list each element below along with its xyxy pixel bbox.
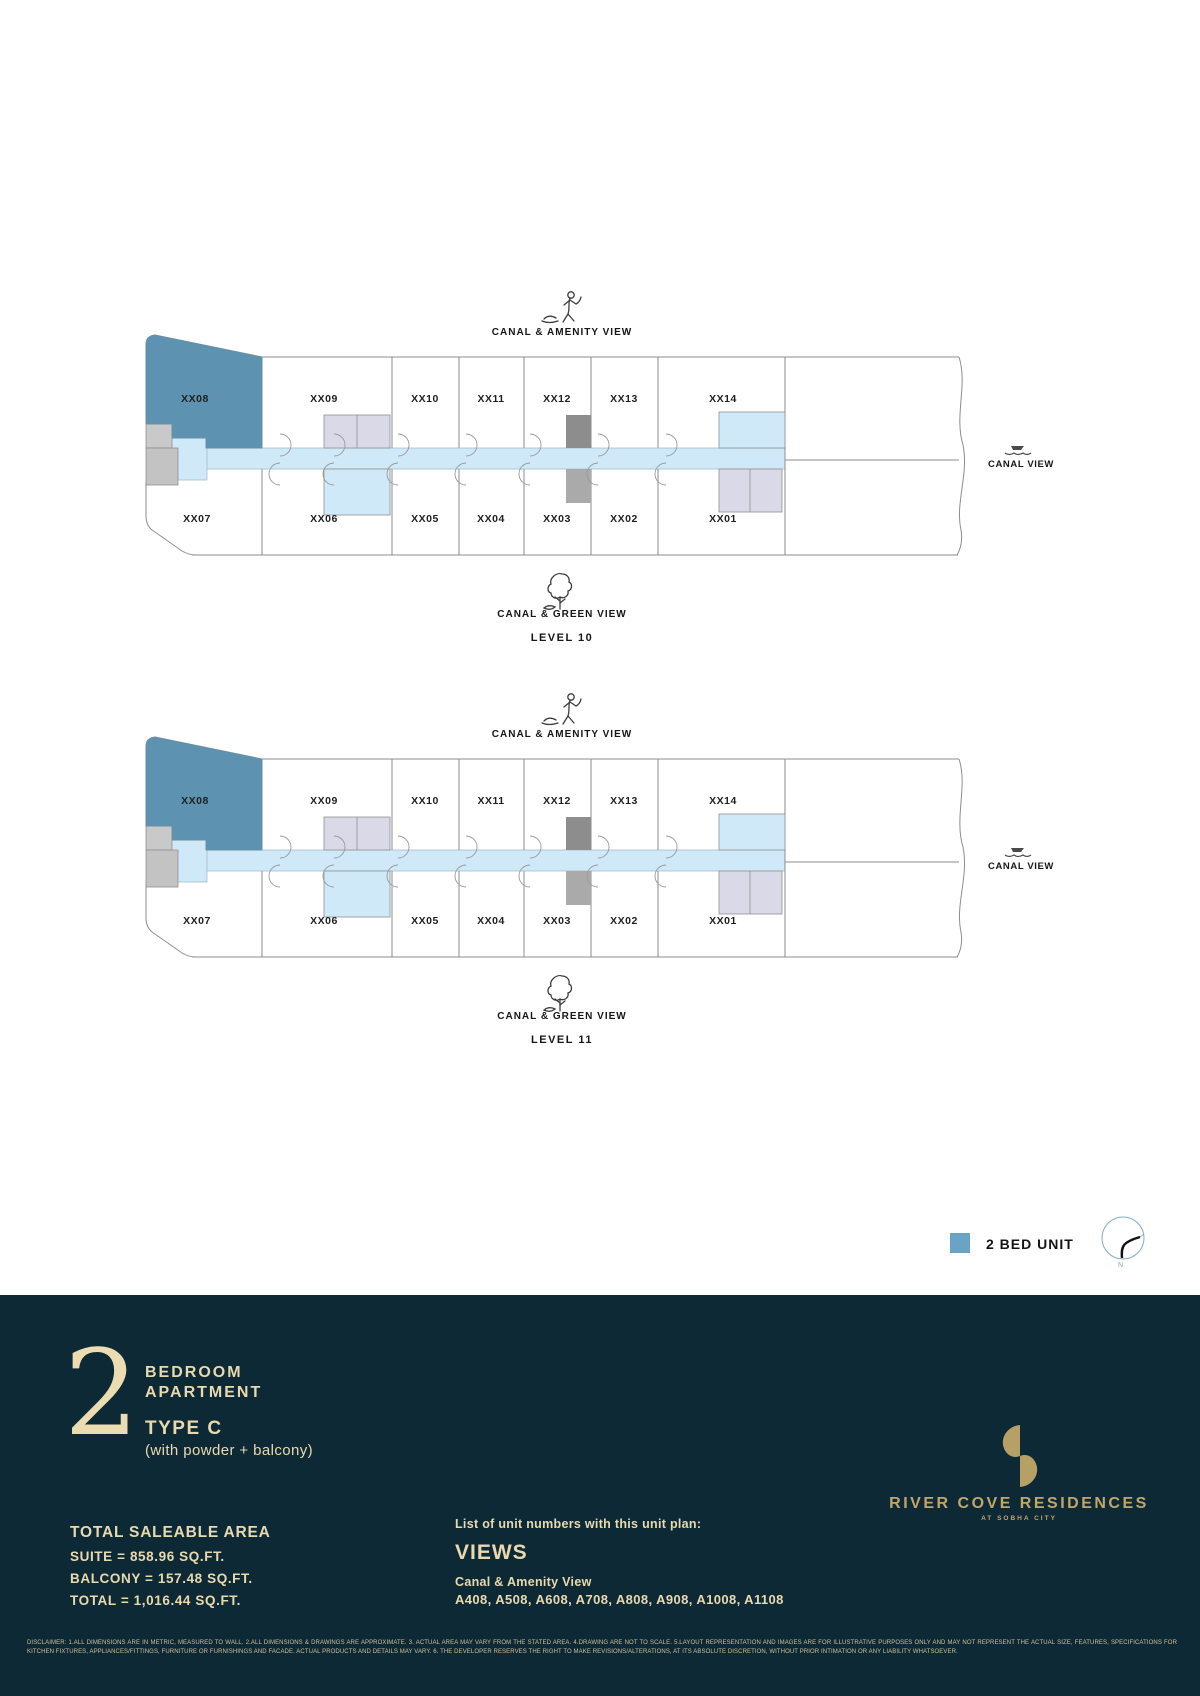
unit-label: XX09 <box>310 795 338 807</box>
suite-area: SUITE = 858.96 SQ.FT. <box>70 1549 225 1564</box>
views-title: VIEWS <box>455 1541 528 1564</box>
amenity-view-icon <box>538 288 586 331</box>
level-label: LEVEL 10 <box>530 632 594 644</box>
floor-plan-block-level-10 <box>0 278 1200 680</box>
unit-label: XX10 <box>411 393 439 405</box>
unit-label: XX07 <box>183 513 211 525</box>
legend-2bed-swatch <box>950 1233 970 1253</box>
unit-label: XX12 <box>543 393 571 405</box>
unit-label: XX02 <box>610 915 638 927</box>
unit-number-list: A408, A508, A608, A708, A808, A908, A1008, A1108 <box>455 1592 784 1607</box>
type-label: TYPE C <box>145 1418 223 1439</box>
unit-label: XX14 <box>709 795 737 807</box>
unit-label: XX10 <box>411 795 439 807</box>
floor-plan-level-10 <box>130 330 980 560</box>
compass-north-label: N <box>1118 1262 1124 1269</box>
unit-label: XX11 <box>477 393 505 405</box>
unit-label: XX03 <box>543 513 571 525</box>
unit-label: XX13 <box>610 393 638 405</box>
floor-plan-block-level-11 <box>0 680 1200 1082</box>
amenity-view-icon <box>538 690 586 733</box>
unit-label: XX02 <box>610 513 638 525</box>
unit-label: XX09 <box>310 393 338 405</box>
footer-panel <box>0 1295 1200 1696</box>
saleable-area-title: TOTAL SALEABLE AREA <box>70 1524 271 1541</box>
bedroom-apartment-label: BEDROOM APARTMENT <box>145 1364 263 1401</box>
unit-label: XX08 <box>181 393 209 405</box>
unit-label: XX05 <box>411 915 439 927</box>
green-view-label: CANAL & GREEN VIEW <box>497 1011 627 1022</box>
compass-icon <box>1096 1212 1150 1275</box>
unit-label: XX04 <box>477 513 505 525</box>
green-view-label: CANAL & GREEN VIEW <box>497 609 627 620</box>
unit-label: XX13 <box>610 795 638 807</box>
total-area: TOTAL = 1,016.44 SQ.FT. <box>70 1593 241 1608</box>
views-subtitle: Canal & Amenity View <box>455 1575 592 1589</box>
amenity-view-label: CANAL & AMENITY VIEW <box>491 729 633 740</box>
type-sub-label: (with powder + balcony) <box>145 1442 314 1459</box>
unit-list-intro: List of unit numbers with this unit plan: <box>455 1517 702 1531</box>
brand-logo-icon <box>997 1424 1043 1493</box>
unit-label: XX11 <box>477 795 505 807</box>
unit-label: XX05 <box>411 513 439 525</box>
canal-view-label: CANAL VIEW <box>988 861 1054 872</box>
disclaimer-text: DISCLAIMER: 1.ALL DIMENSIONS ARE IN METRIC, MEASURED TO WALL. 2.ALL DIMENSIONS & DRAWINGS ARE APPROXIMATE. 3. ACTUAL AREA MAY VARY FROM THE STATED AREA. 4.DRAWING ARE NOT TO SCALE. 5.LAYOUT REPRESENTATION AND IMAGES ARE FOR ILLUSTRATIVE PURPOSES ONLY AND MAY NOT REPRESENT THE ACTUAL SIZE, FEATURES, SPECIFICATIONS FOR KITCHEN FIXTURES, APPLIANCES/FITTINGS, FURNITURE OR FURNISHINGS AND FACADE. ACTUAL PRODUCTS AND DETAILS MAY VARY. 6. THE DEVELOPER RESERVES THE RIGHT TO MAKE REVISIONS/ALTERATIONS, AT ITS ABSOLUTE DISCRETION, WITHOUT PRIOR INTIMATION OR ANY LIABILITY WHATSOEVER. <box>27 1640 1177 1655</box>
unit-label: XX04 <box>477 915 505 927</box>
brand-tagline: AT SOBHA CITY <box>981 1515 1057 1522</box>
unit-label: XX14 <box>709 393 737 405</box>
bedroom-count: 2 <box>64 1324 140 1462</box>
brand-name: RIVER COVE RESIDENCES <box>889 1495 1149 1512</box>
unit-label: XX01 <box>709 513 737 525</box>
unit-label: XX07 <box>183 915 211 927</box>
unit-label: XX12 <box>543 795 571 807</box>
legend-2bed-label: 2 BED UNIT <box>986 1236 1074 1252</box>
unit-label: XX08 <box>181 795 209 807</box>
unit-label: XX06 <box>310 915 338 927</box>
amenity-view-label: CANAL & AMENITY VIEW <box>491 327 633 338</box>
unit-label: XX01 <box>709 915 737 927</box>
unit-label: XX03 <box>543 915 571 927</box>
floor-plan-level-11 <box>130 732 980 962</box>
unit-label: XX06 <box>310 513 338 525</box>
canal-view-label: CANAL VIEW <box>988 459 1054 470</box>
level-label: LEVEL 11 <box>531 1034 593 1046</box>
balcony-area: BALCONY = 157.48 SQ.FT. <box>70 1571 253 1586</box>
